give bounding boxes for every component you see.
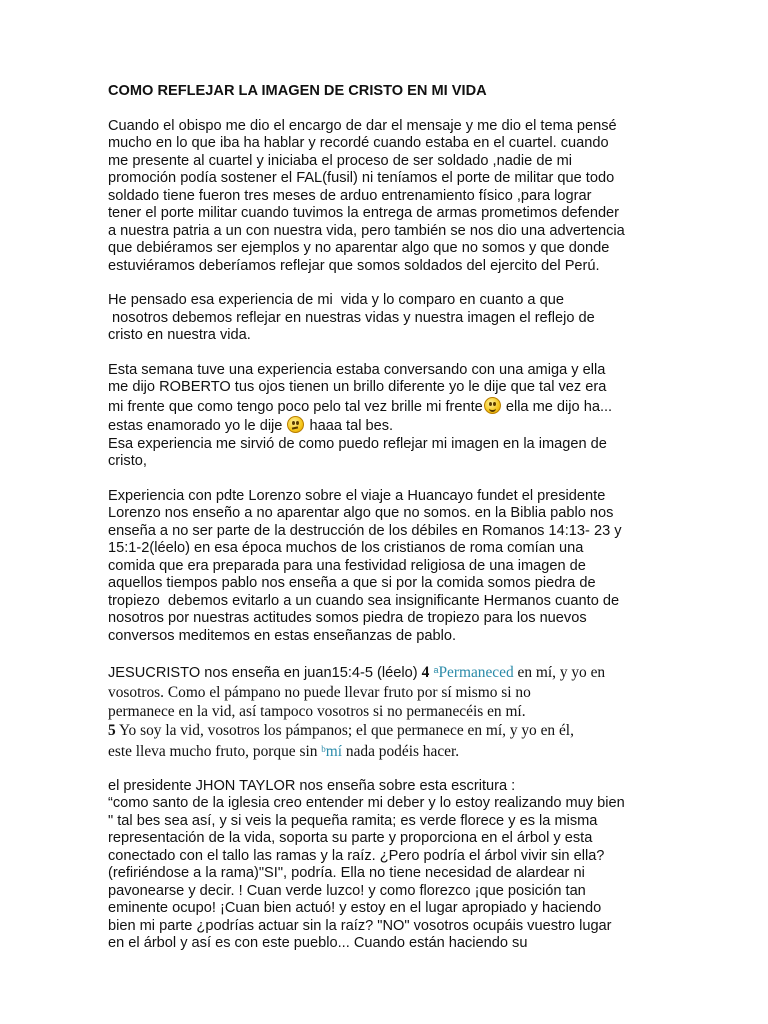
document-page [108,83,668,970]
text-fragment: haaa tal bes. [305,418,394,434]
text-line: aquellos tiempos pablo nos enseña a que si por la comida somos piedra de [108,575,596,591]
text-line: Esa experiencia me sirvió de como puedo reflejar mi imagen en la imagen de [108,435,607,452]
paragraph-cuartel [108,118,668,276]
text-line: me presente al cuartel y iniciaba el proceso de ser soldado ,nadie de mi [108,152,573,169]
text-line: que debiéramos ser ejemplos y no aparentar algo que no somos y que donde [108,240,610,256]
text-line: 15:1-2(léelo) en esa época muchos de los cristianos de roma comían una [108,540,584,556]
scripture-line [108,721,668,740]
footnote-marker[interactable]: b [321,743,326,754]
text-line [108,662,668,683]
text-line: cristo, [108,453,147,469]
text-line: eminente ocupo! ¡Cuan bien actuó! y estoy en el lugar apropiado y haciendo [108,900,602,916]
scripture-link-permaneced[interactable]: Permaneced [438,664,514,681]
verse-number: 5 [108,721,116,739]
text-line: conversos meditemos en estas enseñanzas de pablo. [108,627,457,644]
paragraph-reflejo [108,292,668,345]
text-line: He pensado esa experiencia de mi vida y lo comparo en cuanto a que [108,292,564,308]
text-line: pavonearse y decir. ! Cuan verde luzco! y como florezco ¡que posición tan [108,882,586,899]
text-line-with-emoji [108,416,668,436]
text-fragment: ella me dijo ha... [501,398,613,415]
paragraph-juan [108,662,668,761]
scripture-line: permanece en la vid, así tampoco vosotros si no permanecéis en mí. [108,702,526,720]
text-line: el presidente JHON TAYLOR nos enseña sobre esta escritura : [108,777,516,794]
text-line: a nuestra patria a un con nuestra vida, pero también se nos dio una advertencia [108,222,625,239]
text-line: me dijo ROBERTO tus ojos tienen un brillo diferente yo le dije que tal vez era [108,379,607,395]
text-line: enseña a no ser parte de la destrucción de los débiles en Romanos 14:13- 23 y [108,522,622,539]
text-line: estuviéramos deberíamos reflejar que somos soldados del ejercito del Perú. [108,257,600,274]
text-line: soldado tiene fueron tres meses de arduo entrenamiento físico ,para lograr [108,187,592,204]
confused-emoji-icon [287,416,304,433]
text-line: cristo en nuestra vida. [108,327,251,343]
scripture-line [108,740,668,761]
text-fragment: nada podéis hacer. [342,742,460,760]
scripture-link-mi[interactable]: mí [325,742,343,760]
text-line: tropiezo debemos evitarlo a un cuando sea insignificante Hermanos cuanto de [108,592,620,609]
text-line: Experiencia con pdte Lorenzo sobre el viaje a Huancayo fundet el presidente [108,487,606,504]
text-fragment: en mí, y yo en [513,664,606,681]
text-fragment: este lleva mucho fruto, porque sin [108,742,322,760]
text-line: Cuando el obispo me dio el encargo de dar el mensaje y me dio el tema pensé [108,117,617,134]
text-line: “como santo de la iglesia creo entender mi deber y lo estoy realizando muy bien [108,795,625,811]
text-line: Esta semana tuve una experiencia estaba conversando con una amiga y ella [108,361,606,378]
text-line: en el árbol y así es con este pueblo... Cuando están haciendo su [108,935,528,951]
text-line: bien mi parte ¿podrías actuar sin la raíz? "NO" vosotros ocupáis vuestro lugar [108,917,612,934]
paragraph-taylor [108,778,668,953]
scripture-line: vosotros. Como el pámpano no puede llevar fruto por sí mismo si no [108,683,531,701]
text-line: conectado con el tallo las ramas y la raíz. ¿Pero podría el árbol vivir sin ella? [108,847,605,864]
paragraph-experiencia [108,362,668,471]
text-line: nosotros por nuestras actitudes somos piedra de tropiezo para los nuevos [108,610,587,626]
verse-number: 4 [421,664,430,681]
footnote-marker[interactable]: a [433,665,439,675]
text-line-with-emoji [108,397,668,417]
text-fragment: estas enamorado yo le dije [108,418,287,434]
text-line: tener el porte militar cuando tuvimos la entrega de armas prometimos defender [108,205,620,221]
text-line: mucho en lo que iba ha hablar y recordé cuando estaba en el cuartel. cuando [108,135,609,151]
text-line: comida que era preparada para una festividad religiosa de una imagen de [108,557,586,574]
text-fragment: JESUCRISTO nos enseña en juan15:4-5 (léelo) [108,665,422,681]
smiley-emoji-icon [484,397,501,414]
text-line: (refiriéndose a la rama)"SI", podría. Ella no tiene necesidad de alardear ni [108,865,585,881]
document-title: COMO REFLEJAR LA IMAGEN DE CRISTO EN MI VIDA [108,83,487,99]
text-fragment: Yo soy la vid, vosotros los pámpanos; el que permanece en mí, y yo en él, [115,721,574,739]
text-line: representación de la vida, soporta su parte y proporciona en el árbol y esta [108,830,593,846]
text-line: nosotros debemos reflejar en nuestras vidas y nuestra imagen el reflejo de [108,309,595,326]
text-line: Lorenzo nos enseño a no aparentar algo que no somos. en la Biblia pablo nos [108,505,614,521]
paragraph-lorenzo [108,488,668,646]
text-line: promoción podía sostener el FAL(fusil) ni teníamos el porte de militar que todo [108,170,615,186]
text-fragment: mi frente que como tengo poco pelo tal vez brille mi frente [108,398,483,415]
text-line: " tal bes sea así, y si veis la pequeña ramita; es verde florece y es la misma [108,812,598,829]
